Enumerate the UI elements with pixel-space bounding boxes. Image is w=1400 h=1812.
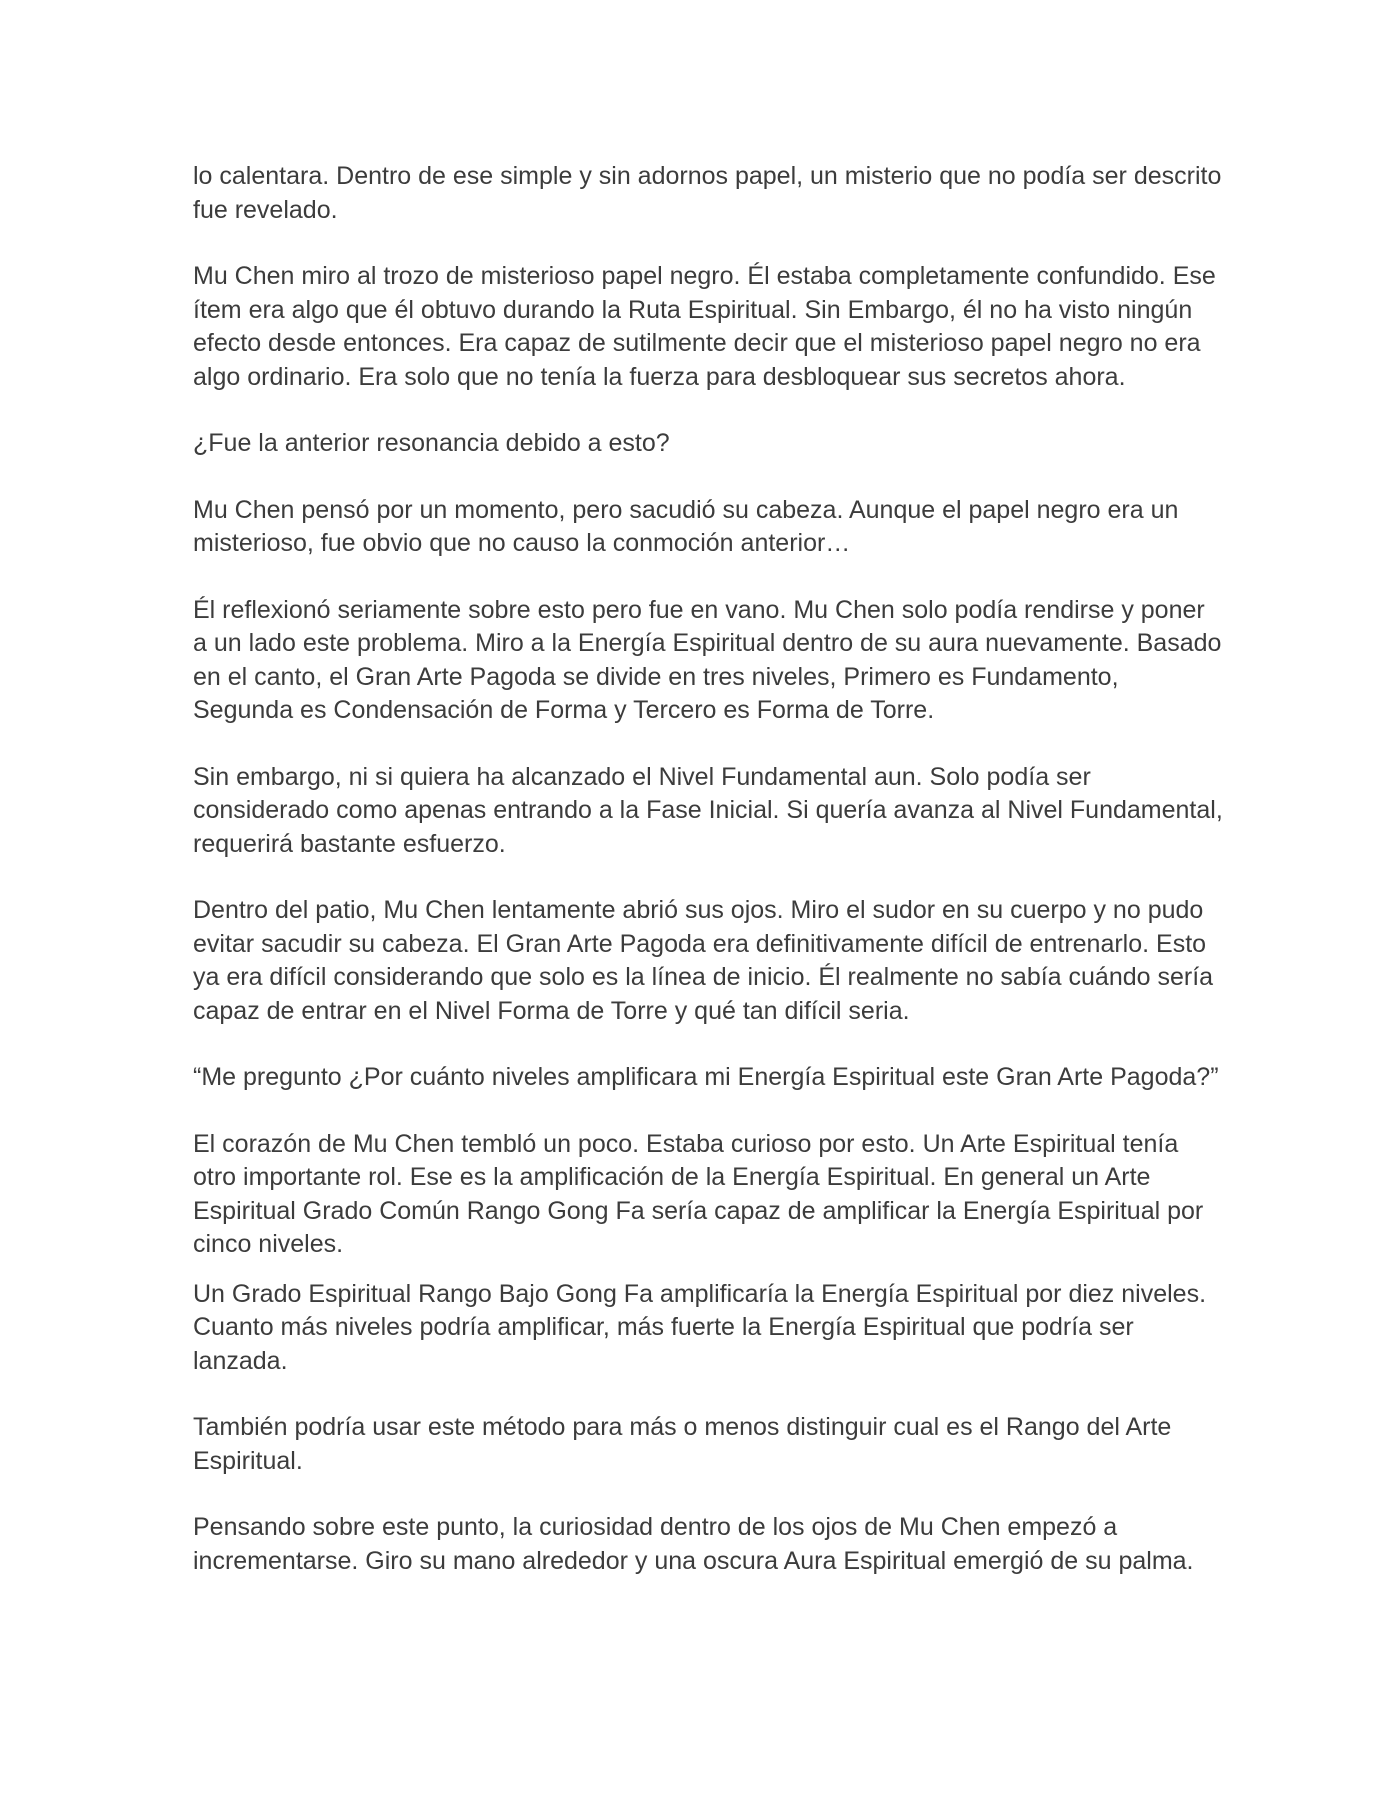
paragraph-9: El corazón de Mu Chen tembló un poco. Estaba curioso por esto. Un Arte Espiritual tenía otro importante rol. Ese es la amplificación de la Energía Espiritual. En general un Arte Espiritual Grado Común Rango Gong Fa sería capaz de amplificar la Energía Espiritual por cinco niveles. [193, 1129, 1204, 1258]
paragraph-6: Sin embargo, ni si quiera ha alcanzado el Nivel Fundamental aun. Solo podía ser considerado como apenas entrando a la Fase Inicial. Si quería avanza al Nivel Fundamental, requerirá bastante esfuerzo. [193, 762, 1223, 858]
paragraph-2: Mu Chen miro al trozo de misterioso papel negro. Él estaba completamente confundido. Ese ítem era algo que él obtuvo durando la Ruta Espiritual. Sin Embargo, él no ha visto ningún efecto desde entonces. Era capaz de sutilmente decir que el misterioso papel negro no era algo ordinario. Era solo que no tenía la fuerza para desbloquear sus secretos ahora. [193, 262, 1216, 391]
document-body [193, 160, 1223, 1611]
paragraph-11: También podría usar este método para más o menos distinguir cual es el Rango del Arte Espiritual. [193, 1413, 1172, 1475]
paragraph-4: Mu Chen pensó por un momento, pero sacudió su cabeza. Aunque el papel negro era un misterioso, fue obvio que no causo la conmoción anterior… [193, 495, 1179, 557]
paragraph-8: “Me pregunto ¿Por cuánto niveles amplificara mi Energía Espiritual este Gran Arte Pagoda?” [193, 1063, 1219, 1091]
paragraph-10: Un Grado Espiritual Rango Bajo Gong Fa amplificaría la Energía Espiritual por diez niveles. Cuanto más niveles podría amplificar, más fuerte la Energía Espiritual que podría ser lanzada. [193, 1279, 1207, 1375]
paragraph-5: Él reflexionó seriamente sobre esto pero fue en vano. Mu Chen solo podía rendirse y poner a un lado este problema. Miro a la Energía Espiritual dentro de su aura nuevamente. Basado en el canto, el Gran Arte Pagoda se divide en tres niveles, Primero es Fundamento, Segunda es Condensación de Forma y Tercero es Forma de Torre. [193, 595, 1222, 724]
paragraph-3: ¿Fue la anterior resonancia debido a esto? [193, 429, 670, 457]
paragraph-1: lo calentara. Dentro de ese simple y sin adornos papel, un misterio que no podía ser descrito fue revelado. [193, 162, 1222, 224]
paragraph-12: Pensando sobre este punto, la curiosidad dentro de los ojos de Mu Chen empezó a incrementarse. Giro su mano alrededor y una oscura Aura Espiritual emergió de su palma. [193, 1513, 1194, 1575]
paragraph-7: Dentro del patio, Mu Chen lentamente abrió sus ojos. Miro el sudor en su cuerpo y no pudo evitar sacudir su cabeza. El Gran Arte Pagoda era definitivamente difícil de entrenarlo. Esto ya era difícil considerando que solo es la línea de inicio. Él realmente no sabía cuándo sería capaz de entrar en el Nivel Forma de Torre y qué tan difícil seria. [193, 896, 1214, 1025]
